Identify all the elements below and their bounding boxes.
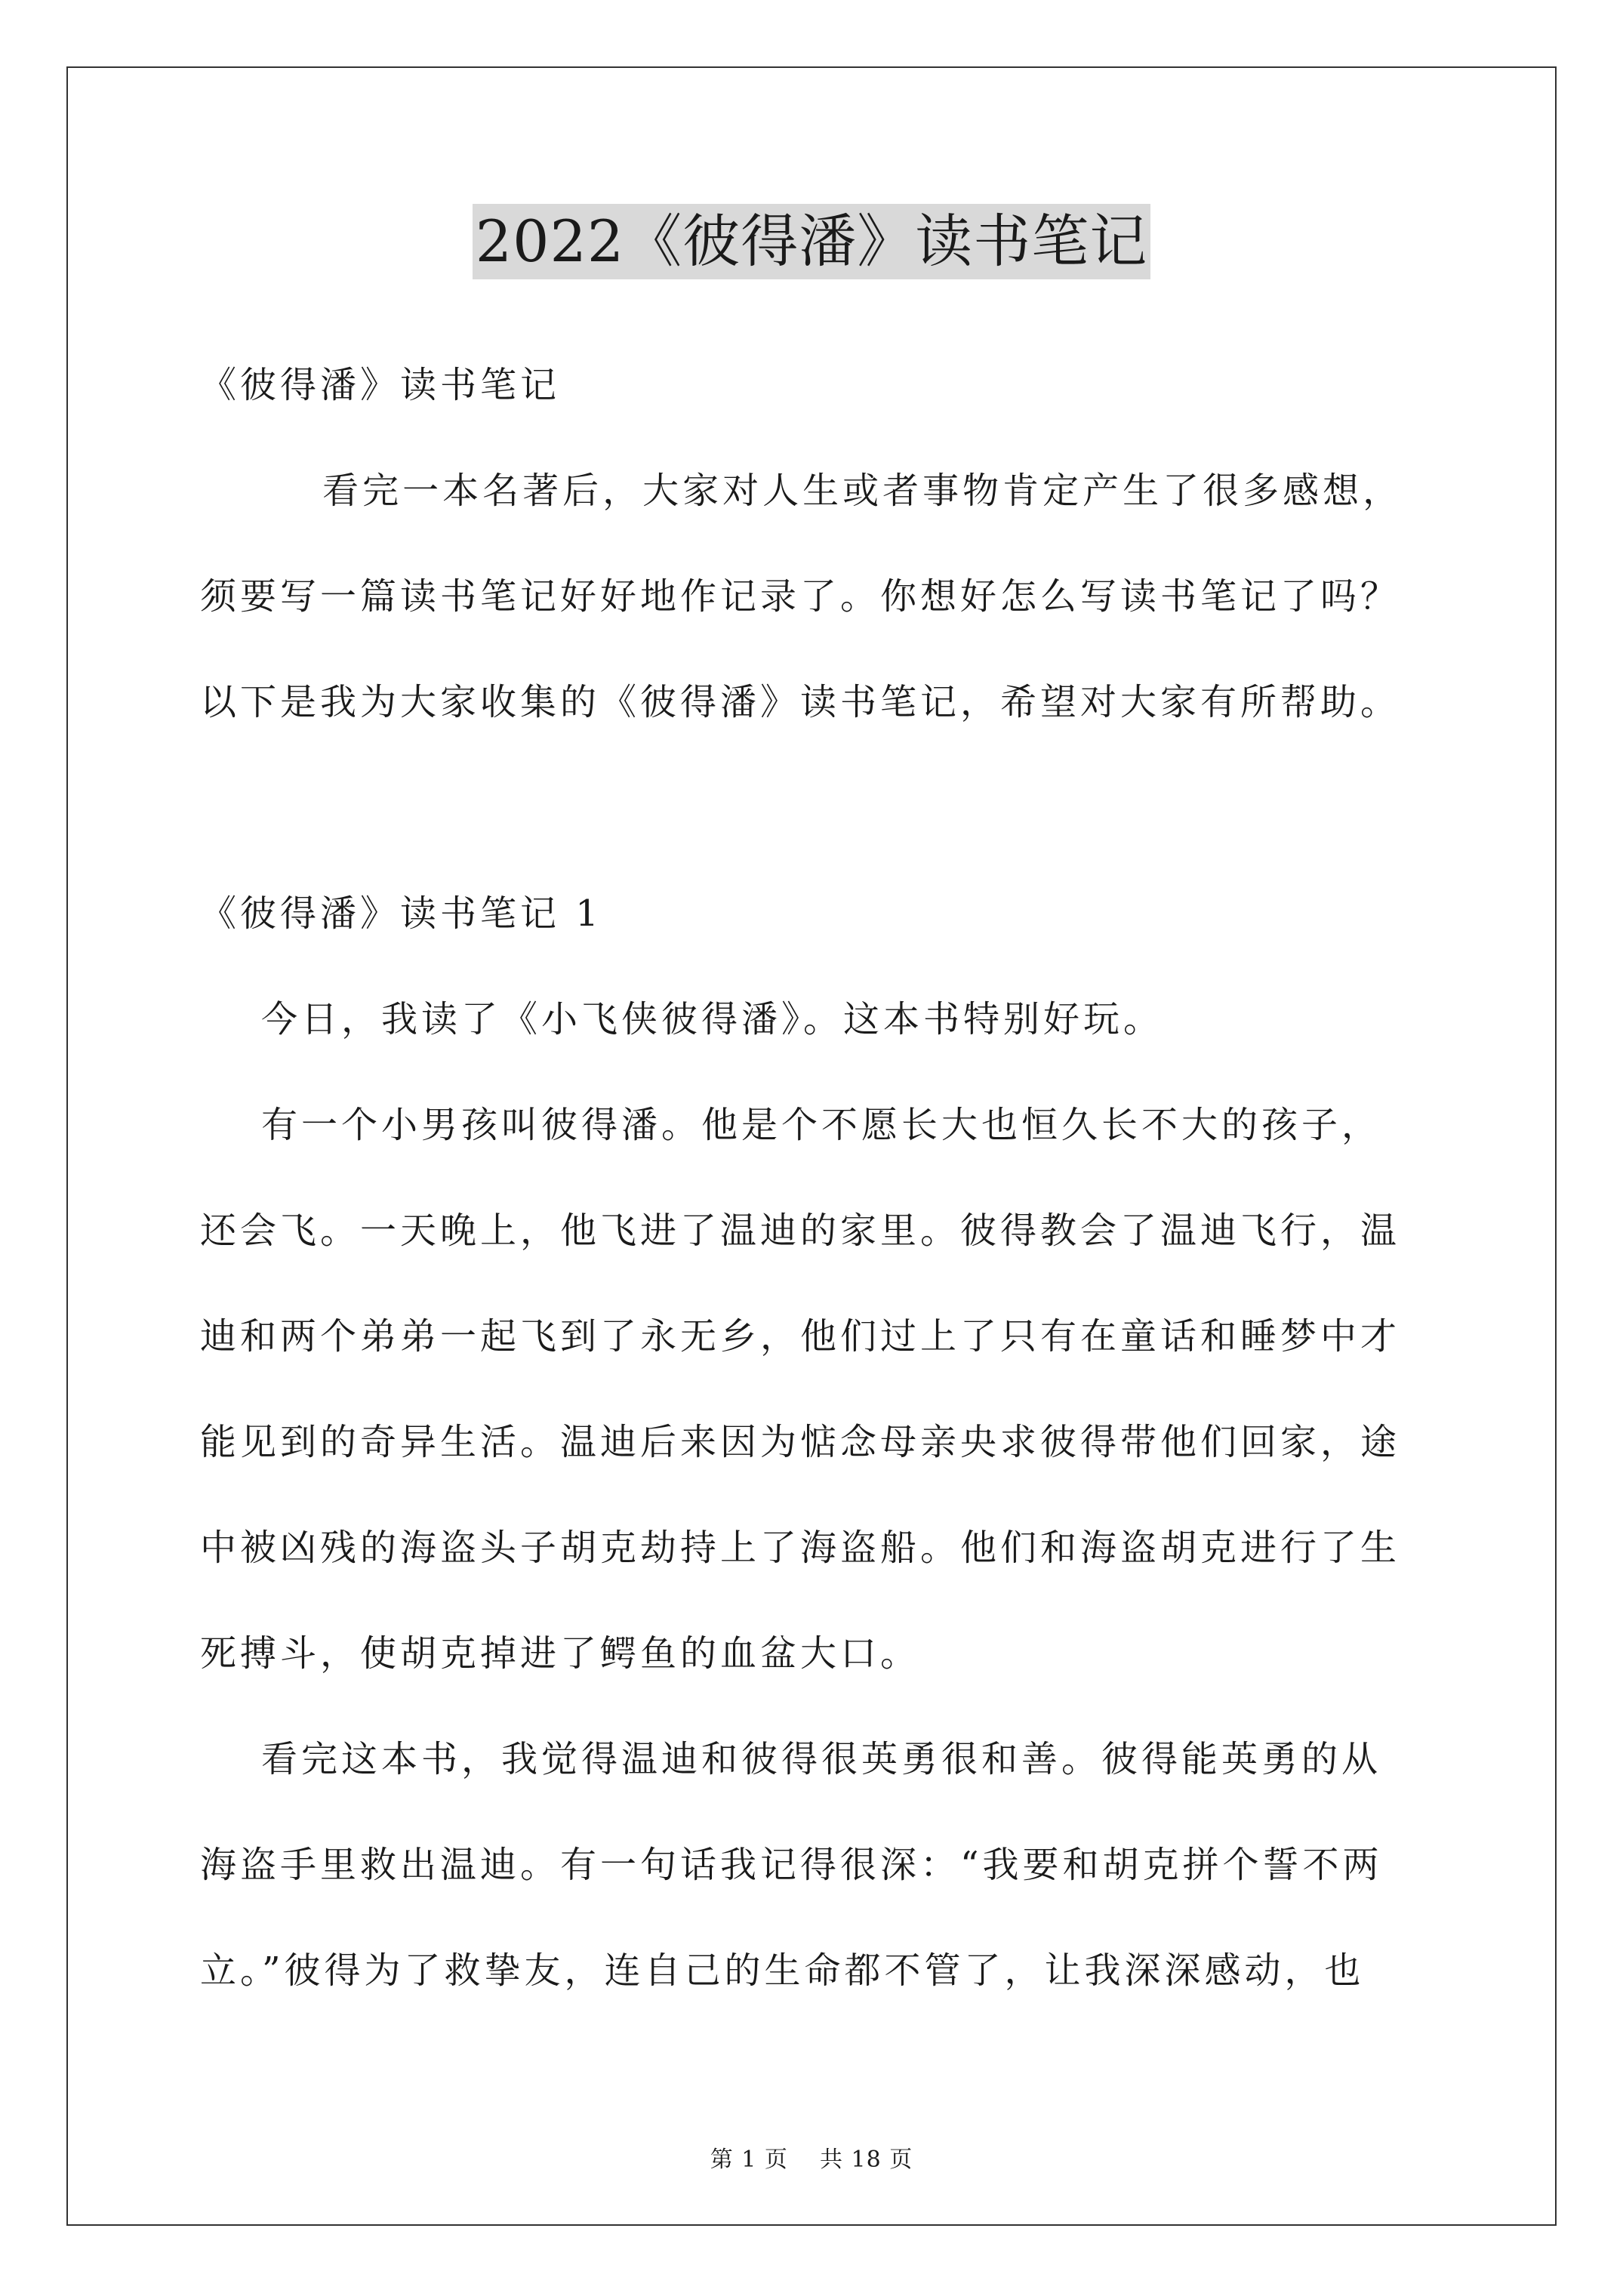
blank-line <box>200 755 1438 861</box>
paragraph-line: 能见到的奇异生活。温迪后来因为惦念母亲央求彼得带他们回家，途 <box>200 1421 1401 1463</box>
page-footer: 第 1 页 共 18 页 <box>710 2147 913 2173</box>
paragraph-line: 还会飞。一天晚上，他飞进了温迪的家里。彼得教会了温迪飞行，温 <box>200 1210 1401 1252</box>
paragraph-line: 迪和两个弟弟一起飞到了永无乡，他们过上了只有在童话和睡梦中才 <box>200 1315 1401 1358</box>
section-heading: 《彼得潘》读书笔记 <box>200 364 561 406</box>
paragraph-line: 看完一本名著后，大家对人生或者事物肯定产生了很多感想， <box>200 470 1403 512</box>
paragraph-line: 看完这本书，我觉得温迪和彼得很英勇很和善。彼得能英勇的从 <box>200 1738 1382 1780</box>
document-body <box>200 332 1438 2023</box>
paragraph-line: 死搏斗，使胡克掉进了鳄鱼的血盆大口。 <box>200 1632 921 1675</box>
paragraph-line: 今日，我读了《小飞侠彼得潘》。这本书特别好玩。 <box>200 998 1164 1040</box>
paragraph-line: 以下是我为大家收集的《彼得潘》读书笔记，希望对大家有所帮助。 <box>200 681 1401 723</box>
paragraph-line: 中被凶残的海盗头子胡克劫持上了海盗船。他们和海盗胡克进行了生 <box>200 1527 1401 1569</box>
title-container <box>0 204 1623 279</box>
document-title: 2022《彼得潘》读书笔记 <box>473 204 1150 279</box>
section-heading: 《彼得潘》读书笔记 1 <box>200 892 602 935</box>
paragraph-line: 海盗手里救出温迪。有一句话我记得很深：“我要和胡克拼个誓不两 <box>200 1844 1383 1886</box>
paragraph-line: 有一个小男孩叫彼得潘。他是个不愿长大也恒久长不大的孩子， <box>200 1104 1382 1146</box>
paragraph-line: 立。”彼得为了救挚友，连自己的生命都不管了，让我深深感动，也 <box>200 1949 1365 1992</box>
paragraph-line: 须要写一篇读书笔记好好地作记录了。你想好怎么写读书笔记了吗？ <box>200 575 1401 618</box>
